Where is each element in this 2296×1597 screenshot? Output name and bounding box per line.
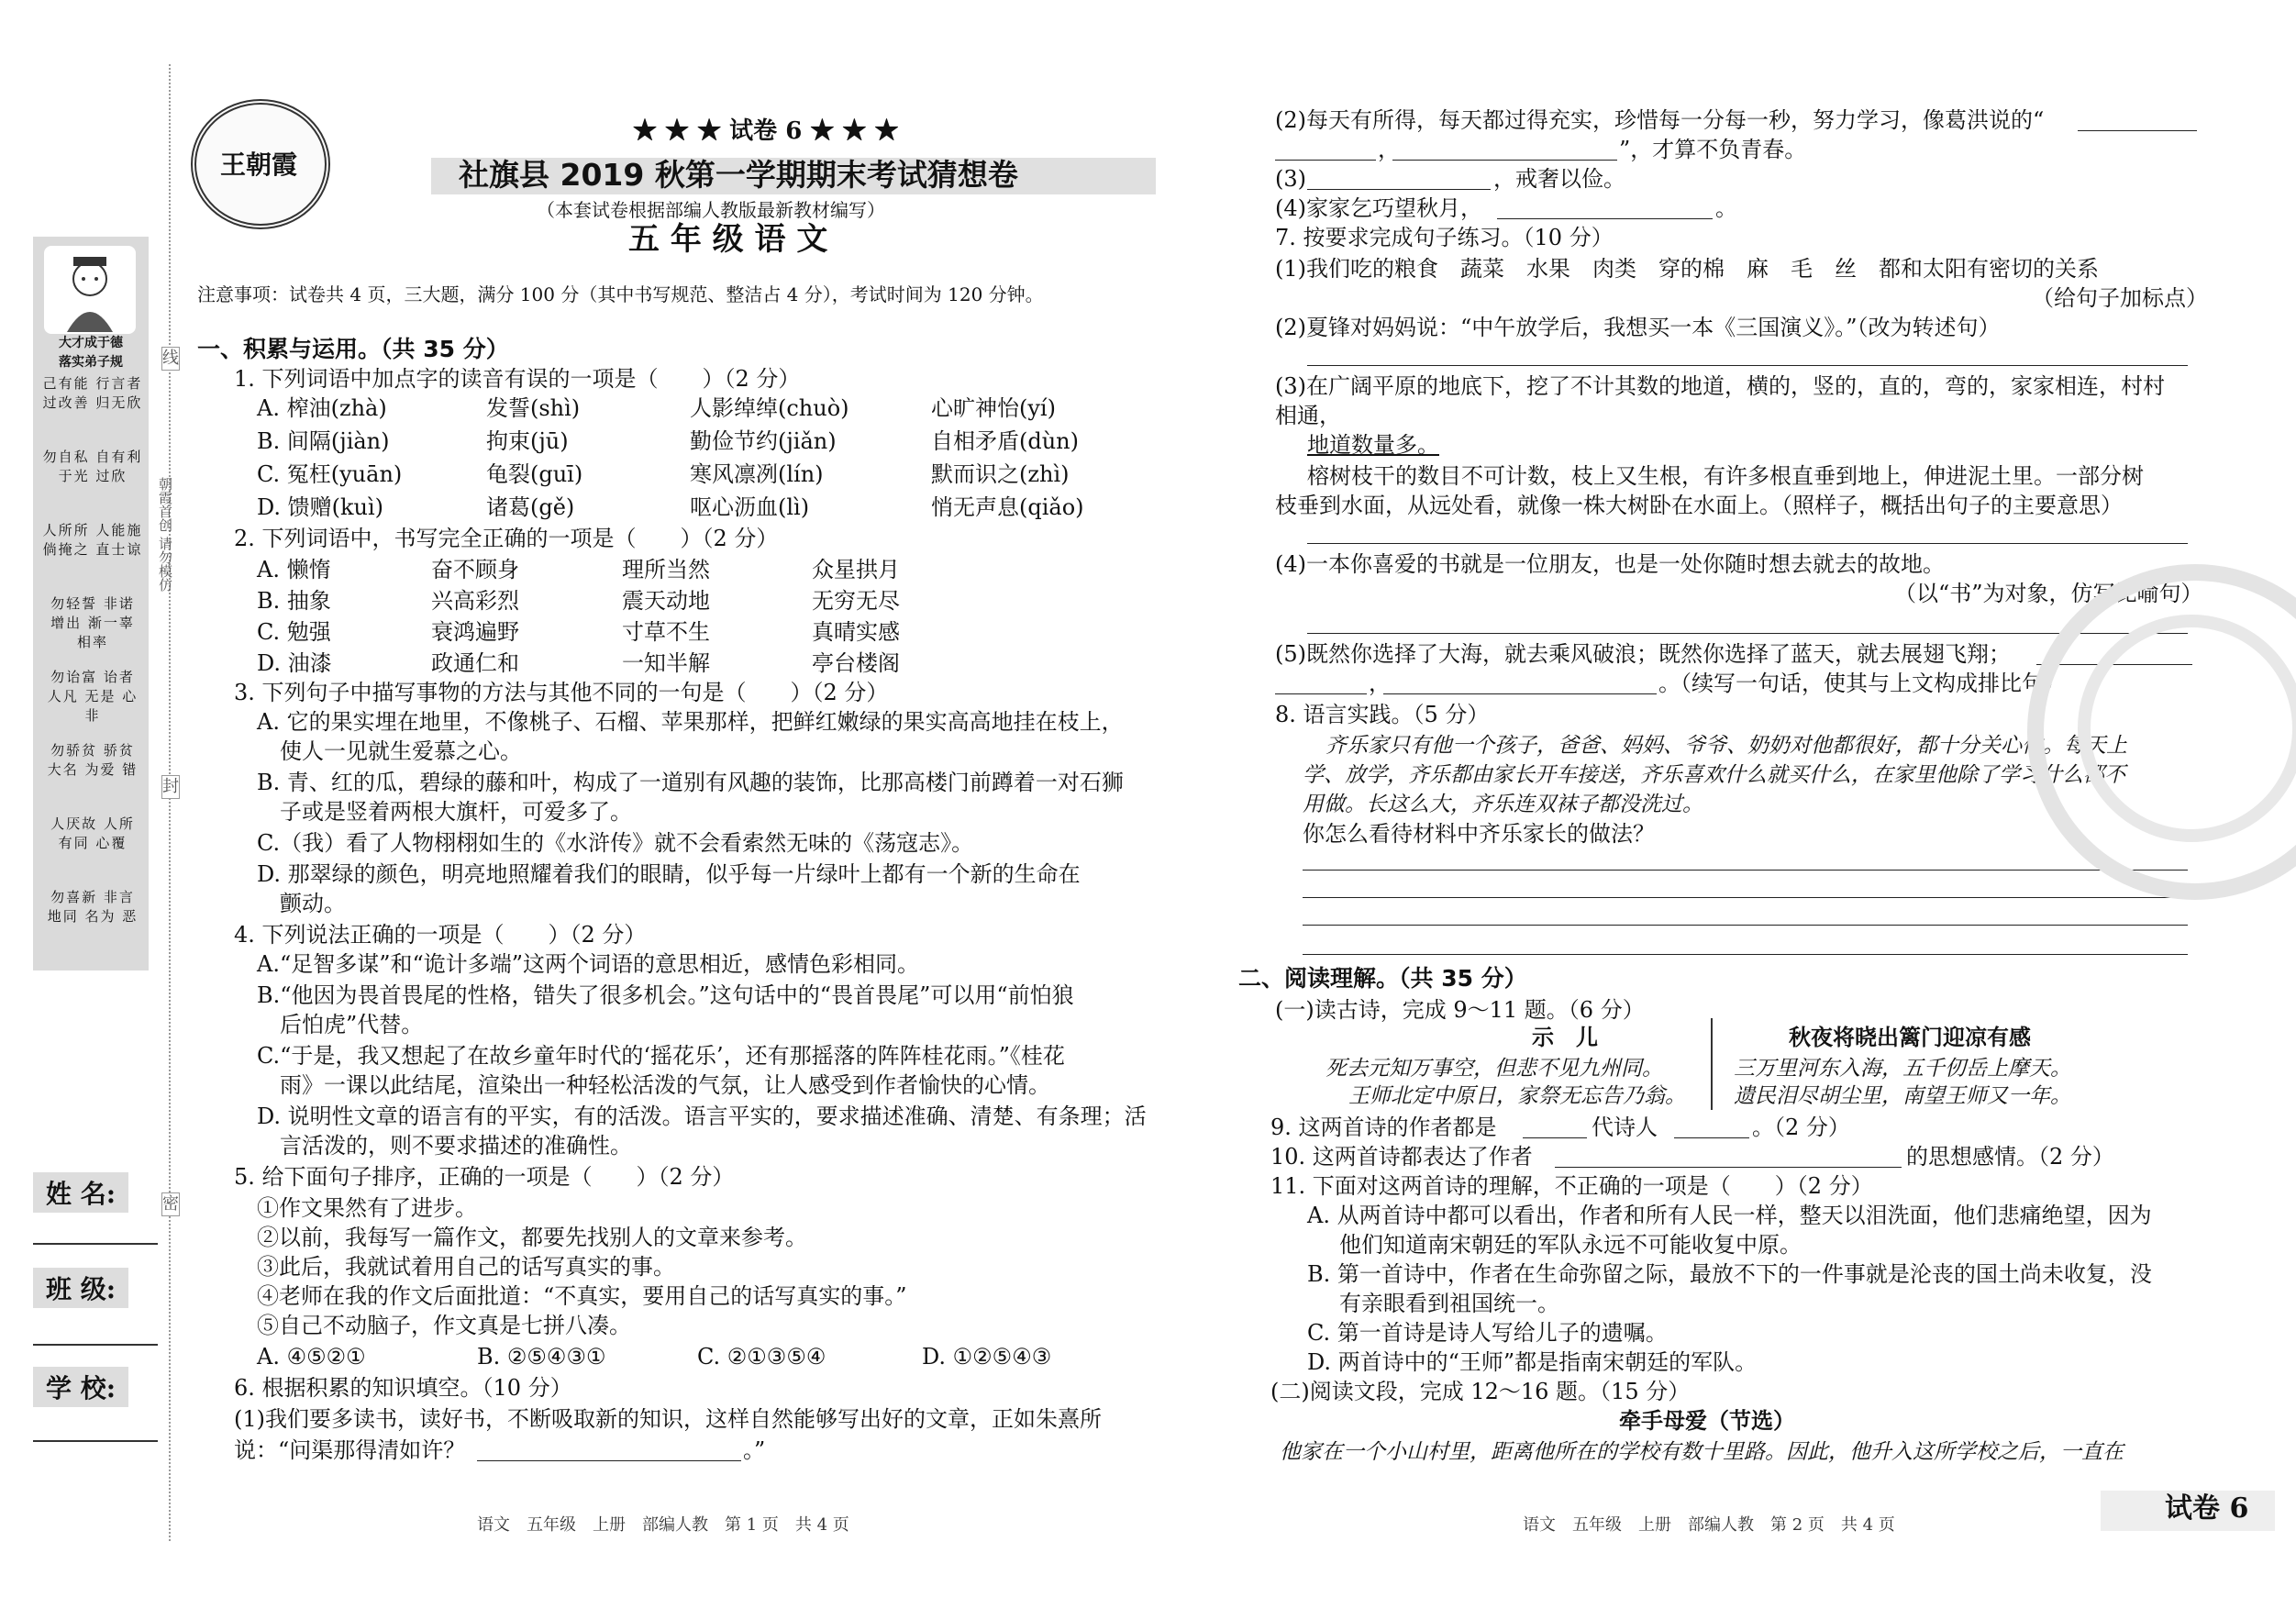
q6-1-line-a: (1)我们要多读书，读好书，不断吸取新的知识，这样自然能够写出好的文章，正如朱熹所 bbox=[234, 1406, 1102, 1432]
q6-4-end: 。 bbox=[1715, 195, 1737, 221]
question-11: 11. 下面对这两首诗的理解，不正确的一项是（ ）（2 分） bbox=[1270, 1173, 1873, 1199]
q8-answer-line[interactable] bbox=[1303, 954, 2188, 955]
paper-tag: ★ ★ ★ 试卷 6 ★ ★ ★ bbox=[633, 117, 899, 145]
q8-material-line: 学、放学，齐乐都由家长开车接送，齐乐喜欢什么就买什么，在家里他除了学习什么都不 bbox=[1303, 763, 2125, 787]
q7-3-example: 地道数量多。 bbox=[1307, 432, 1439, 458]
q1-word: 拘束(jū) bbox=[486, 428, 569, 454]
poem-2-title: 秋夜将晓出篱门迎凉有感 bbox=[1789, 1025, 2031, 1050]
q7-4-note: （以“书”为对象，仿写比喻句） bbox=[1894, 581, 2203, 606]
q6-4-line: (4)家家乞巧望秋月， bbox=[1275, 195, 1482, 221]
q6-2-comma: ， bbox=[1378, 137, 1400, 162]
reading-2-passage: 他家在一个小山村里，距离他所在的学校有数十里路。因此，他升入这所学校之后，一直在 bbox=[1280, 1440, 2124, 1464]
brand-logo-text: 王朝霞 bbox=[220, 150, 298, 180]
q1-word: 发誓(shì) bbox=[486, 395, 581, 421]
q6-3-answer-blank[interactable] bbox=[1307, 189, 1491, 190]
q6-3-end: ，戒奢以俭。 bbox=[1493, 166, 1625, 192]
question-6: 6. 根据积累的知识填空。（10 分） bbox=[234, 1375, 572, 1401]
q7-3-answer-line[interactable] bbox=[1307, 543, 2188, 544]
q8-material-line: 用做。长这么大，齐乐连双袜子都没洗过。 bbox=[1303, 793, 1703, 816]
q6-2-line-b-end: ”，才算不负青春。 bbox=[1619, 137, 1807, 162]
question-10-a: 10. 这两首诗都表达了作者 bbox=[1270, 1144, 1533, 1170]
footer-page-1: 语文 五年级 上册 部编人教 第 1 页 共 4 页 bbox=[477, 1515, 849, 1535]
section-1-title: 一、积累与运用。（共 35 分） bbox=[197, 336, 509, 362]
q2-word: 震天动地 bbox=[622, 588, 710, 614]
q3-option-a-cont: 使人一见就生爱慕之心。 bbox=[280, 738, 522, 764]
q5-sentence: ③此后，我就试着用自己的话写真实的事。 bbox=[257, 1254, 675, 1280]
section-2-title: 二、阅读理解。（共 35 分） bbox=[1238, 965, 1527, 992]
q4-option-b-cont: 后怕虎”代替。 bbox=[280, 1012, 424, 1037]
q7-5-comma: ， bbox=[1369, 671, 1391, 696]
sidebar-motto: 大才成于德 落实弟子规 bbox=[59, 336, 123, 370]
fold-word-xian: 线 bbox=[161, 347, 180, 371]
q11-option-a[interactable]: A. 从两首诗中都可以看出，作者和所有人民一样，整天以泪洗面，他们悲痛绝望，因为 bbox=[1307, 1203, 2152, 1228]
q2-word: 政通仁和 bbox=[431, 650, 519, 676]
q2-word: 奋不顾身 bbox=[431, 557, 519, 582]
q4-option-a[interactable]: A.“足智多谋”和“诡计多端”这两个词语的意思相近，感情色彩相同。 bbox=[257, 951, 920, 977]
q7-1-note: （给句子加标点） bbox=[2032, 285, 2208, 311]
q5-sentence: ④老师在我的作文后面批道：“不真实，要用自己的话写真实的事。” bbox=[257, 1283, 907, 1309]
q7-3-line-a: (3)在广阔平原的地底下，挖了不计其数的地道，横的，竖的，直的，弯的，家家相连，村村 bbox=[1275, 373, 2165, 399]
poem-1-line: 王师北定中原日，家祭无忘告乃翁。 bbox=[1348, 1084, 1686, 1108]
q4-option-d-cont: 言活泼的，则不要求描述的准确性。 bbox=[280, 1133, 632, 1159]
q11-option-a-cont: 他们知道南宋朝廷的军队永远不可能收复中原。 bbox=[1339, 1232, 1802, 1258]
q7-4-answer-line[interactable] bbox=[1307, 633, 2188, 634]
q2-option[interactable]: C. 勉强 bbox=[257, 619, 331, 645]
watermark-seal-inner bbox=[2078, 615, 2296, 842]
grade-subject: 五 年 级 语 文 bbox=[628, 221, 828, 258]
q1-option[interactable]: A. 榨油(zhà) bbox=[257, 395, 387, 421]
q2-word: 寸草不生 bbox=[622, 619, 710, 645]
sidebar-rule: 勿自私 自有利 于光 过欣 bbox=[42, 449, 143, 484]
question-9-a: 9. 这两首诗的作者都是 bbox=[1270, 1115, 1497, 1140]
q5-option[interactable]: A. ④⑤②① bbox=[257, 1344, 366, 1370]
q8-answer-line[interactable] bbox=[1303, 897, 2188, 898]
q7-2-answer-line[interactable] bbox=[1307, 365, 2188, 366]
sidebar-motto-panel bbox=[33, 237, 149, 970]
sidebar-rule: 勿喜新 非言 地同 名为 恶 bbox=[47, 889, 139, 925]
q3-option-a[interactable]: A. 它的果实埋在地里，不像桃子、石榴、苹果那样，把鲜红嫩绿的果实高高地挂在枝上， bbox=[257, 709, 1124, 735]
q5-option[interactable]: D. ①②⑤④③ bbox=[922, 1344, 1052, 1370]
question-5: 5. 给下面句子排序，正确的一项是（ ）（2 分） bbox=[234, 1164, 735, 1190]
q7-5-line-a: (5)既然你选择了大海，就去乘风破浪；既然你选择了蓝天，就去展翅飞翔； bbox=[1275, 641, 2011, 667]
q4-option-b[interactable]: B.“他因为畏首畏尾的性格，错失了很多机会。”这句话中的“畏首畏尾”可以用“前怕狼 bbox=[257, 982, 1074, 1008]
q7-3-line-b: 相通， bbox=[1275, 403, 1341, 428]
q2-word: 理所当然 bbox=[622, 557, 710, 582]
q1-word: 诸葛(gě) bbox=[486, 494, 575, 520]
question-9-c: 。（2 分） bbox=[1752, 1115, 1850, 1140]
fold-word-feng: 封 bbox=[161, 775, 180, 799]
q2-word: 众星拱月 bbox=[812, 557, 900, 582]
q2-word: 真晴实感 bbox=[812, 619, 900, 645]
sidebar-rule: 人所所 人能施 倘掩之 直士谅 bbox=[42, 522, 143, 558]
q1-word: 自相矛盾(dùn) bbox=[931, 428, 1080, 454]
q11-option-b-cont: 有亲眼看到祖国统一。 bbox=[1339, 1291, 1559, 1316]
question-7: 7. 按要求完成句子练习。（10 分） bbox=[1275, 225, 1614, 250]
reading-2-intro: (二)阅读文段，完成 12～16 题。（15 分） bbox=[1270, 1379, 1691, 1404]
q1-word: 默而识之(zhì) bbox=[931, 461, 1070, 487]
q2-option[interactable]: B. 抽象 bbox=[257, 588, 331, 614]
class-label: 班 级: bbox=[33, 1268, 128, 1308]
q5-sentence: ①作文果然有了进步。 bbox=[257, 1195, 477, 1221]
q1-word: 龟裂(guī) bbox=[486, 461, 583, 487]
q3-option-c[interactable]: C.（我）看了人物栩栩如生的《水浒传》就不会看索然无味的《荡寇志》。 bbox=[257, 830, 974, 856]
fold-note: 朝霞首创 请勿模仿 bbox=[157, 477, 173, 592]
q1-word: 悄无声息(qiǎo) bbox=[931, 494, 1084, 520]
q7-3-passage-b: 枝垂到水面，从远处看，就像一株大树卧在水面上。（照样子，概括出句子的主要意思） bbox=[1275, 493, 2123, 518]
q2-word: 兴高彩烈 bbox=[431, 588, 519, 614]
q6-3-label: (3) bbox=[1275, 166, 1306, 192]
q11-option-d[interactable]: D. 两首诗中的“王师”都是指南宋朝廷的军队。 bbox=[1307, 1349, 1758, 1375]
q2-word: 无穷无尽 bbox=[812, 588, 900, 614]
q8-material-line: 齐乐家只有他一个孩子，爸爸、妈妈、爷爷、奶奶对他都很好，都十分关心他。每天上 bbox=[1325, 734, 2127, 758]
q10-answer-blank[interactable] bbox=[1555, 1167, 1902, 1168]
q11-option-c[interactable]: C. 第一首诗是诗人写给儿子的遗嘱。 bbox=[1307, 1320, 1668, 1346]
poem-1-title: 示 儿 bbox=[1532, 1025, 1598, 1050]
question-4: 4. 下列说法正确的一项是（ ）（2 分） bbox=[234, 922, 647, 948]
sidebar-rule: 勿诒富 诒者 人凡 无是 心非 bbox=[47, 669, 139, 724]
q1-option[interactable]: C. 冤枉(yuān) bbox=[257, 461, 403, 487]
q8-answer-line[interactable] bbox=[1303, 925, 2188, 926]
q6-1-line-b: 说：“问渠那得清如许？ bbox=[234, 1437, 466, 1463]
q7-5-answer-blank[interactable] bbox=[1383, 693, 1657, 694]
q3-option-d[interactable]: D. 那翠绿的颜色，明亮地照耀着我们的眼睛，似乎每一片绿叶上都有一个新的生命在 bbox=[257, 861, 1081, 887]
footer-page-2: 语文 五年级 上册 部编人教 第 2 页 共 4 页 bbox=[1523, 1515, 1895, 1535]
q8-prompt: 你怎么看待材料中齐乐家长的做法？ bbox=[1303, 821, 1655, 847]
q6-1-line-b-end: 。” bbox=[743, 1437, 766, 1463]
q6-4-answer-blank[interactable] bbox=[1497, 218, 1713, 219]
q2-option[interactable]: A. 懒惰 bbox=[257, 557, 331, 582]
q6-1-answer-blank[interactable] bbox=[477, 1460, 741, 1461]
school-field[interactable] bbox=[33, 1440, 158, 1442]
q6-2-line-a: (2)每天有所得，每天都过得充实，珍惜每一分每一秒，努力学习，像葛洪说的“ bbox=[1275, 107, 2045, 133]
q7-3-passage-a: 榕树枝干的数目不可计数，枝上又生根，有许多根直垂到地上，伸进泥土里。一部分树 bbox=[1307, 463, 2144, 489]
q2-option[interactable]: D. 油漆 bbox=[257, 650, 332, 676]
q6-2-answer-blank[interactable] bbox=[2078, 130, 2197, 131]
q11-option-b[interactable]: B. 第一首诗中，作者在生命弥留之际，最放不下的一件事就是沦丧的国土尚未收复，没 bbox=[1307, 1261, 2152, 1287]
name-label: 姓 名: bbox=[33, 1172, 128, 1213]
q1-word: 人影绰绰(chuò) bbox=[690, 395, 849, 421]
sidebar-rule: 勿轻誓 非诺 增出 渐一辜 相率 bbox=[50, 595, 135, 650]
fold-line bbox=[169, 64, 171, 1541]
q4-option-c-cont: 雨》一课以此结尾，渲染出一种轻松活泼的气氛，让人感受到作者愉快的心情。 bbox=[280, 1072, 1050, 1098]
question-8: 8. 语言实践。（5 分） bbox=[1275, 702, 1490, 727]
scholar-figure-icon bbox=[44, 246, 136, 334]
sidebar-rule: 己有能 行言者 过改善 归无欣 bbox=[42, 375, 143, 411]
fold-word-mi: 密 bbox=[161, 1192, 180, 1216]
q4-option-d[interactable]: D. 说明性文章的语言有的平实，有的活泼。语言平实的，要求描述准确、清楚、有条理；活 bbox=[257, 1103, 1147, 1129]
question-3: 3. 下列句子中描写事物的方法与其他不同的一句是（ ）（2 分） bbox=[234, 680, 889, 705]
class-field[interactable] bbox=[33, 1344, 158, 1346]
q7-4: (4)一本你喜爱的书就是一位朋友，也是一处你随时想去就去的故地。 bbox=[1275, 551, 1945, 577]
q3-option-d-cont: 颤动。 bbox=[280, 891, 346, 916]
q2-word: 亭台楼阁 bbox=[812, 650, 900, 676]
question-10-b: 的思想感情。（2 分） bbox=[1906, 1144, 2114, 1170]
exam-title: 社旗县 2019 秋第一学期期末考试猜想卷 bbox=[459, 157, 1018, 193]
q7-5-end: 。（续写一句话，使其与上文构成排比句） bbox=[1658, 671, 2066, 696]
q6-2-answer-blank[interactable] bbox=[1275, 160, 1376, 161]
q9-answer-blank[interactable] bbox=[1523, 1137, 1587, 1138]
poem-2-line: 三万里河东入海，五千仞岳上摩天。 bbox=[1734, 1057, 2071, 1081]
exam-subtitle: （本套试卷根据部编人教版最新教材编写） bbox=[537, 199, 885, 221]
q1-word: 呕心沥血(lì) bbox=[690, 494, 810, 520]
question-2: 2. 下列词语中，书写完全正确的一项是（ ）（2 分） bbox=[234, 526, 779, 551]
reading-2-title: 牵手母爱（节选） bbox=[1619, 1408, 1795, 1434]
q8-answer-line[interactable] bbox=[1303, 870, 2188, 871]
q1-option[interactable]: D. 馈赠(kuì) bbox=[257, 494, 384, 520]
q7-5-answer-blank[interactable] bbox=[1275, 693, 1367, 694]
q2-word: 衰鸿遍野 bbox=[431, 619, 519, 645]
notice: 注意事项：试卷共 4 页，三大题，满分 100 分（其中书写规范、整洁占 4 分），考试时间为 120 分钟。 bbox=[197, 283, 1044, 305]
q3-option-b-cont: 子或是竖着两根大旗杆，可爱多了。 bbox=[280, 799, 632, 825]
question-1: 1. 下列词语中加点字的读音有误的一项是（ ）（2 分） bbox=[234, 366, 801, 392]
q1-word: 勤俭节约(jiǎn) bbox=[690, 428, 837, 454]
school-label: 学 校: bbox=[33, 1367, 128, 1407]
q7-2: (2)夏锋对妈妈说：“中午放学后，我想买一本《三国演义》。”（改为转述句） bbox=[1275, 315, 2001, 340]
q1-option[interactable]: B. 间隔(jiàn) bbox=[257, 428, 390, 454]
q5-sentence: ⑤自己不动脑子，作文真是七拼八凑。 bbox=[257, 1313, 631, 1338]
q5-option[interactable]: C. ②①③⑤④ bbox=[697, 1344, 826, 1370]
q5-option[interactable]: B. ②⑤④③① bbox=[477, 1344, 606, 1370]
corner-tag: 试卷 6 bbox=[2165, 1492, 2249, 1525]
q7-1: (1)我们吃的粮食 蔬菜 水果 肉类 穿的棉 麻 毛 丝 都和太阳有密切的关系 bbox=[1275, 256, 2099, 282]
q6-2-answer-blank[interactable] bbox=[1392, 160, 1617, 161]
poem-1-line: 死去元知万事空，但悲不见九州同。 bbox=[1325, 1057, 1663, 1081]
q1-word: 寒风凛冽(lín) bbox=[690, 461, 824, 487]
question-9-b: 代诗人 bbox=[1592, 1115, 1658, 1140]
sidebar-rule: 勿骄贫 骄贫 大名 为爱 错 bbox=[47, 742, 139, 778]
q1-word: 心旷神怡(yí) bbox=[931, 395, 1056, 421]
name-field[interactable] bbox=[33, 1243, 158, 1245]
poem-divider bbox=[1711, 1018, 1713, 1110]
q4-option-c[interactable]: C.“于是，我又想起了在故乡童年时代的‘摇花乐’，还有那摇落的阵阵桂花雨。”《桂花 bbox=[257, 1043, 1065, 1069]
q5-sentence: ②以前，我每写一篇作文，都要先找别人的文章来参考。 bbox=[257, 1225, 807, 1250]
q3-option-b[interactable]: B. 青、红的瓜，碧绿的藤和叶，构成了一道别有风趣的装饰，比那高楼门前蹲着一对石狮 bbox=[257, 770, 1124, 795]
q9-answer-blank[interactable] bbox=[1674, 1137, 1749, 1138]
q2-word: 一知半解 bbox=[622, 650, 710, 676]
sidebar-rule: 人厌故 人所 有同 心覆 bbox=[50, 815, 135, 851]
reading-1-intro: (一)读古诗，完成 9～11 题。（6 分） bbox=[1275, 997, 1645, 1023]
poem-2-line: 遗民泪尽胡尘里，南望王师又一年。 bbox=[1734, 1084, 2071, 1108]
